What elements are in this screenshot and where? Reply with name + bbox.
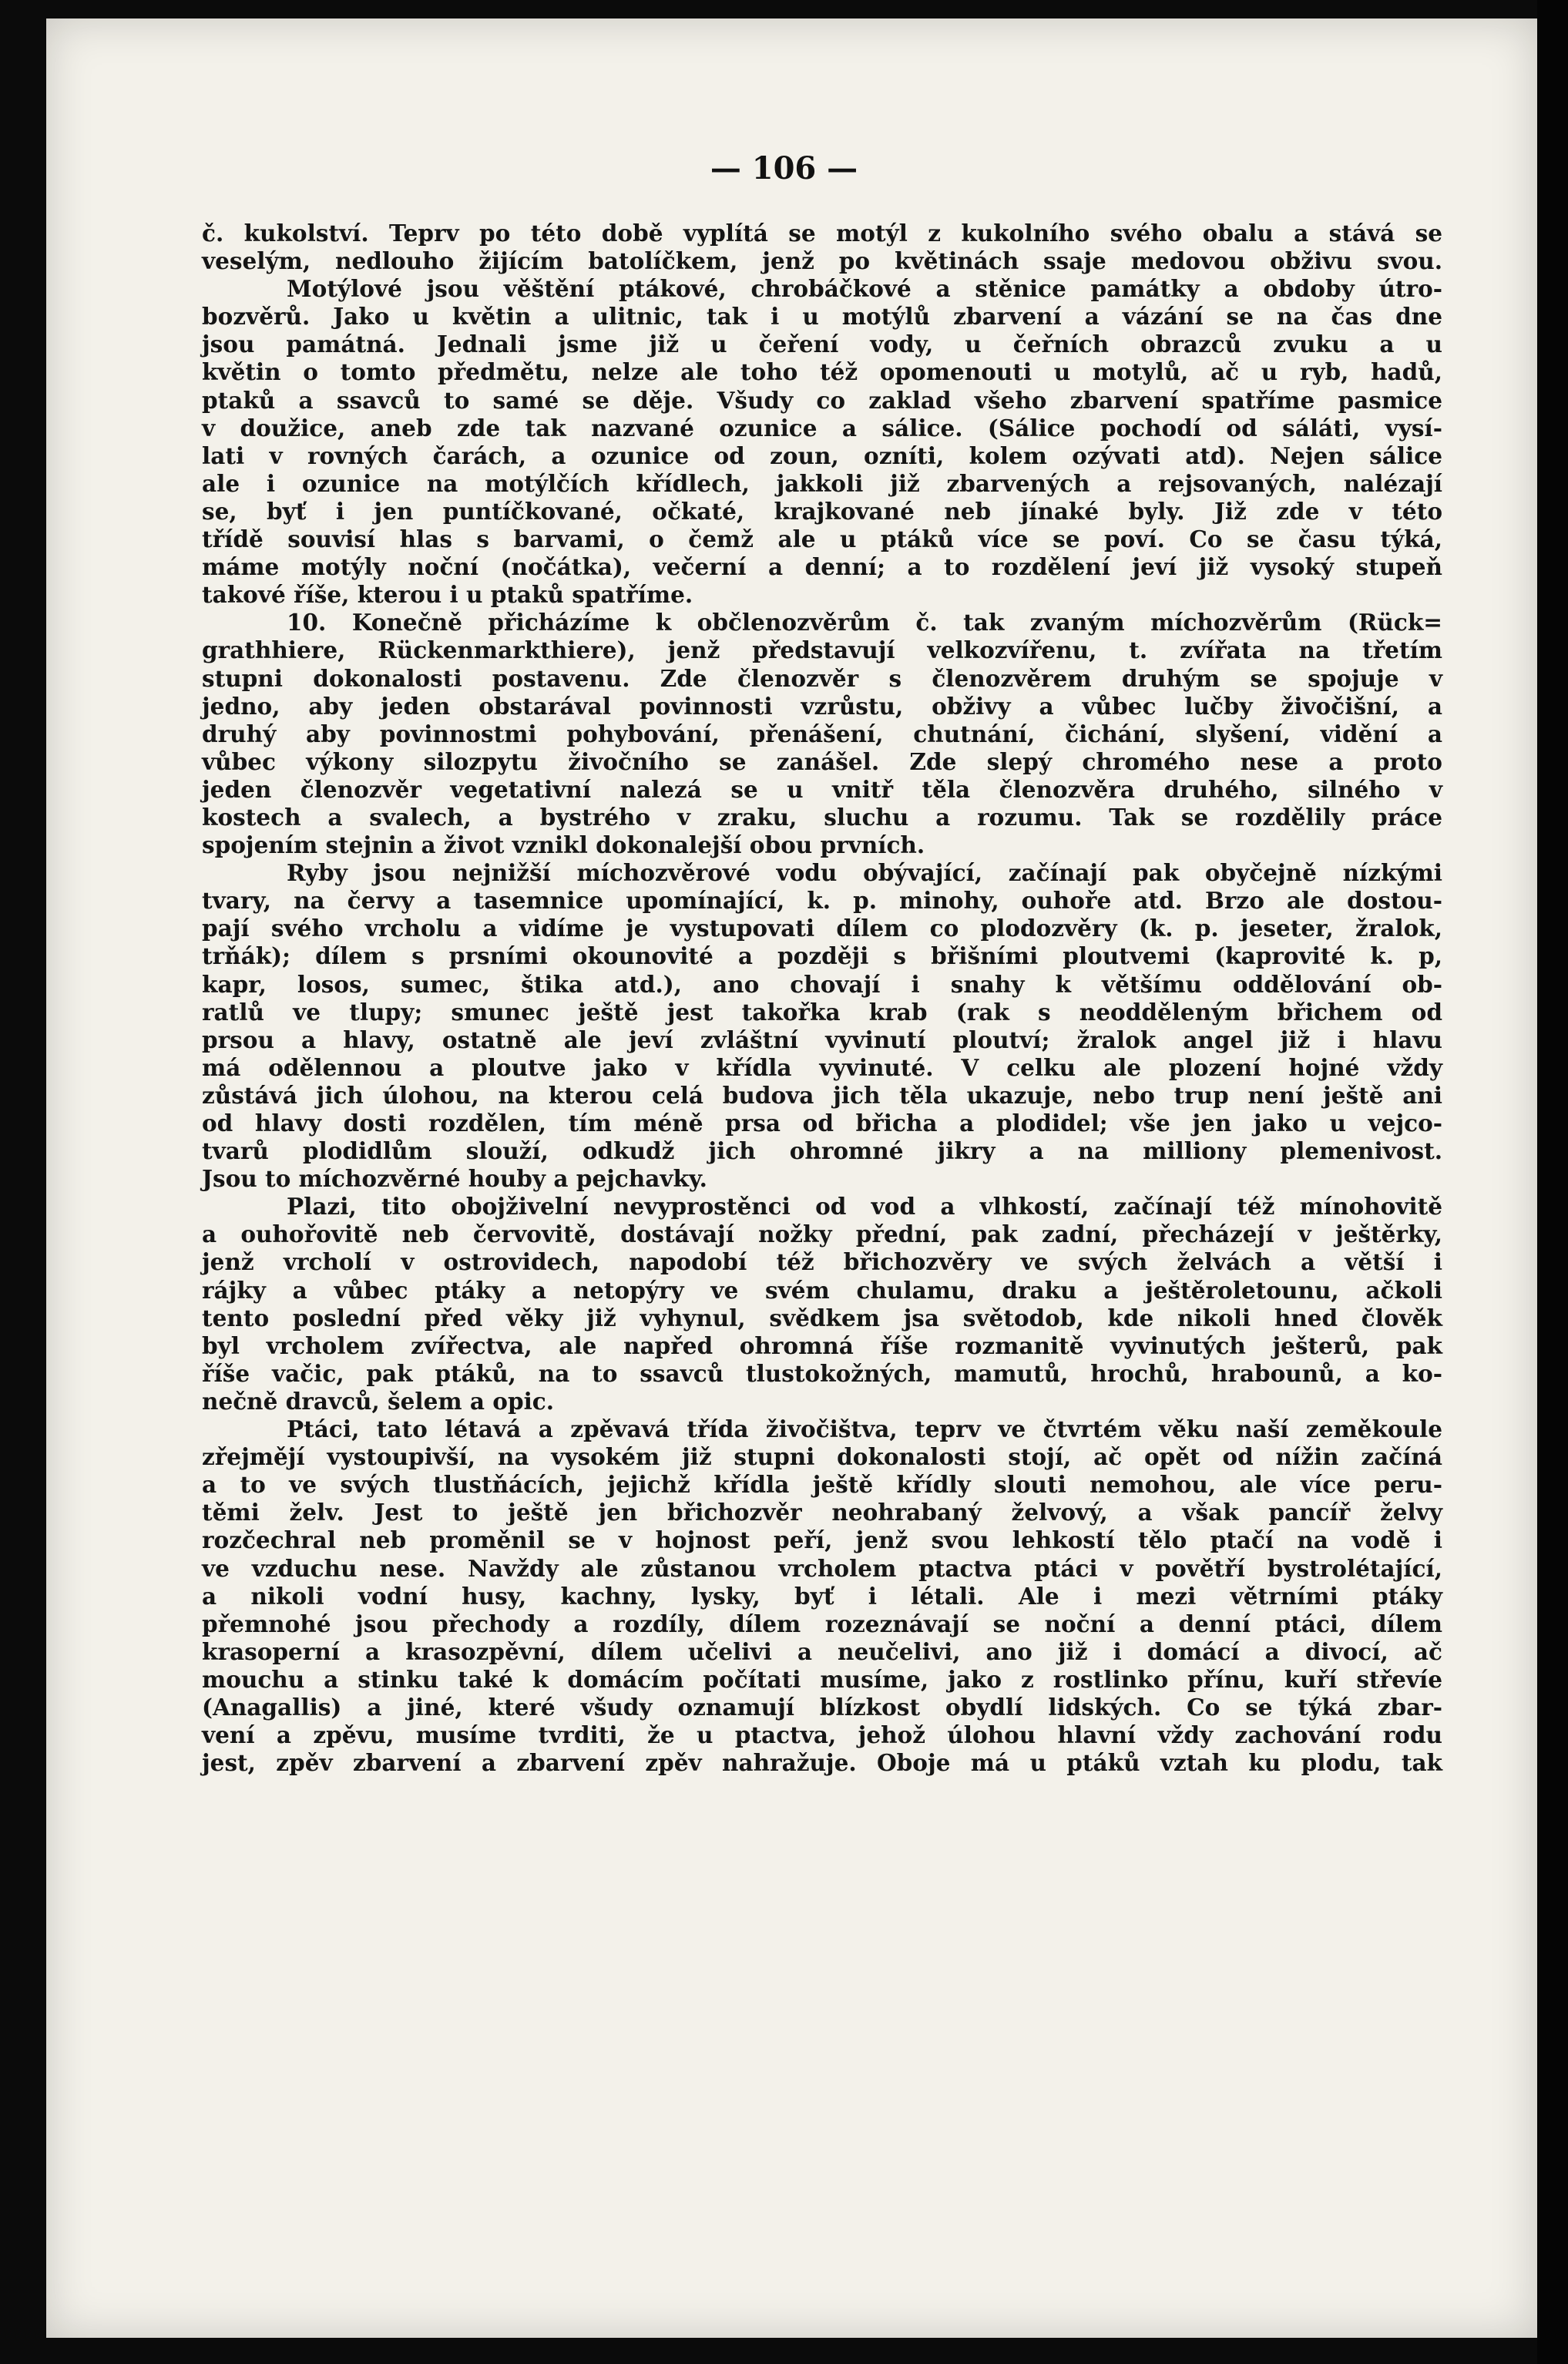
text-line: Motýlové jsou věštění ptákové, chrobáčkové a stěnice památky a obdoby útro- xyxy=(287,275,1442,303)
text-line: druhý aby povinnostmi pohybování, přenášení, chutnání, čichání, slyšení, vidění a xyxy=(202,720,1442,747)
text-line: jenž vrcholí v ostrovidech, napodobí též břichozvěry ve svých želvách a větší i xyxy=(202,1248,1442,1276)
text-line: kapr, losos, sumec, štika atd.), ano chovají i snahy k většímu oddělování ob- xyxy=(202,970,1442,998)
text-line: rájky a vůbec ptáky a netopýry ve svém chulamu, draku a ještěroletounu, ačkoli xyxy=(202,1276,1442,1304)
text-line: veselým, nedlouho žijícím batolíčkem, jenž po květinách ssaje medovou obživu svou. xyxy=(202,247,1442,275)
text-line: Plazi, tito obojživelní nevyprostěnci od vod a vlhkostí, začínají též mínohovitě xyxy=(287,1193,1442,1221)
text-line: v doužice, aneb zde tak nazvané ozunice a sálice. (Sálice pochodí od sáláti, vysí- xyxy=(202,414,1442,442)
text-line: (Anagallis) a jiné, které všudy oznamují blízkost obydlí lidských. Co se týká zbar- xyxy=(202,1693,1442,1721)
text-line: mouchu a stinku také k domácím počítati musíme, jako z rostlinko přínu, kuří střevíe xyxy=(202,1665,1442,1693)
text-line: zůstává jich úlohou, na kterou celá budova jich těla ukazuje, nebo trup není ještě ani xyxy=(202,1081,1442,1109)
text-line: jedno, aby jeden obstarával povinnosti vzrůstu, obživy a vůbec lučby živočišní, a xyxy=(202,692,1442,720)
text-line: jeden členozvěr vegetativní nalezá se u vnitř těla členozvěra druhého, silného v xyxy=(202,775,1442,803)
text-line: od hlavy dosti rozdělen, tím méně prsa od břicha a plodidel; vše jen jako u vejco- xyxy=(202,1110,1442,1137)
text-line: tvary, na červy a tasemnice upomínající, k. p. minohy, ouhoře atd. Brzo ale dostou- xyxy=(202,887,1442,915)
text-line: grathhiere, Rückenmarkthiere), jenž představují velkozvířenu, t. zvířata na třetím xyxy=(202,636,1442,664)
text-line: jsou památná. Jednali jsme již u čeření vody, u čeřních obrazců zvuku a u xyxy=(202,331,1442,358)
text-line: 10. Konečně přicházíme k občlenozvěrům č. tak zvaným míchozvěrům (Rück= xyxy=(287,609,1442,636)
text-line: prsou a hlavy, ostatně ale jeví zvláštní vyvinutí ploutví; žralok angel již i hlavu xyxy=(202,1026,1442,1053)
text-line: kostech a svalech, a bystrého v zraku, sluchu a rozumu. Tak se rozdělily práce xyxy=(202,803,1442,831)
text-line: Ptáci, tato létavá a zpěvavá třída živočištva, teprv ve čtvrtém věku naší zeměkoule xyxy=(287,1415,1442,1443)
text-line: a ouhořovitě neb červovitě, dostávají nožky přední, pak zadní, přecházejí v ještěrky, xyxy=(202,1221,1442,1248)
text-line: rozčechral neb proměnil se v hojnost peří, jenž svou lehkostí tělo ptačí na vodě i xyxy=(202,1526,1442,1554)
text-line: takové říše, kterou i u ptaků spatříme. xyxy=(202,581,693,609)
text-line: pají svého vrcholu a vidíme je vystupovati dílem co plodozvěry (k. p. jeseter, žralok, xyxy=(202,915,1442,942)
text-line: třídě souvisí hlas s barvami, o čemž ale u ptáků více se poví. Co se času týká, xyxy=(202,526,1442,553)
text-line: nečně dravců, šelem a opic. xyxy=(202,1387,555,1415)
text-line: stupni dokonalosti postavenu. Zde členozvěr s členozvěrem druhým se spojuje v xyxy=(202,664,1442,692)
text-line: ptaků a ssavců to samé se děje. Všudy co zaklad všeho zbarvení spatříme pasmice xyxy=(202,386,1442,414)
text-line: ale i ozunice na motýlčích křídlech, jakkoli již zbarvených a rejsovaných, nalézají xyxy=(202,469,1442,497)
text-line: a to ve svých tlustňácích, jejichž křídla ještě křídly slouti nemohou, ale více peru- xyxy=(202,1471,1442,1499)
page-number: — 106 — xyxy=(710,150,858,186)
text-line: má odělennou a ploutve jako v křídla vyvinuté. V celku ale plození hojné vždy xyxy=(202,1053,1442,1081)
text-line: tvarů plodidlům slouží, odkudž jich ohromné jikry a na milliony plemenivost. xyxy=(202,1137,1442,1165)
text-line: ve vzduchu nese. Navždy ale zůstanou vrcholem ptactva ptáci v povětří bystrolétající, xyxy=(202,1554,1442,1582)
text-line: květin o tomto předmětu, nelze ale toho též opomenouti u motylů, ač u ryb, hadů, xyxy=(202,358,1442,386)
text-line: spojením stejnin a život vznikl dokonalejší obou prvních. xyxy=(202,831,925,859)
text-line: byl vrcholem zvířectva, ale napřed ohromná říše rozmanitě vyvinutých ješterů, pak xyxy=(202,1331,1442,1359)
text-line: krasoperní a krasozpěvní, dílem učelivi a neučelivi, ano již i domácí a divocí, ač xyxy=(202,1637,1442,1665)
text-line: tento poslední před věky již vyhynul, svědkem jsa světodob, kde nikoli hned člověk xyxy=(202,1304,1442,1331)
text-line: Jsou to míchozvěrné houby a pejchavky. xyxy=(202,1165,707,1193)
body-text xyxy=(202,220,1442,1777)
text-line: a nikoli vodní husy, kachny, lysky, byť i létali. Ale i mezi větrními ptáky xyxy=(202,1582,1442,1610)
text-line: těmi želv. Jest to ještě jen břichozvěr neohrabaný želvový, a však pancíř želvy xyxy=(202,1499,1442,1526)
text-line: trňák); dílem s prsními okounovité a později s břišními ploutvemi (kaprovité k. p, xyxy=(202,942,1442,970)
text-line: bozvěrů. Jako u květin a ulitnic, tak i u motýlů zbarvení a vázání se na čas dne xyxy=(202,303,1442,331)
text-line: říše vačic, pak ptáků, na to ssavců tlustokožných, mamutů, hrochů, hrabounů, a ko- xyxy=(202,1359,1442,1387)
scan-border xyxy=(1537,0,1568,2364)
text-line: Ryby jsou nejnižší míchozvěrové vodu obývající, začínají pak obyčejně nízkými xyxy=(287,859,1442,887)
text-line: ratlů ve tlupy; smunec ještě jest takořka krab (rak s neodděleným břichem od xyxy=(202,998,1442,1026)
text-line: zřejmějí vystoupivší, na vysokém již stupni dokonalosti stojí, ač opět od nížin začíná xyxy=(202,1443,1442,1471)
text-line: se, byť i jen puntíčkované, očkaté, krajkované neb jínaké byly. Již zde v této xyxy=(202,497,1442,525)
text-line: máme motýly noční (nočátka), večerní a denní; a to rozdělení jeví již vysoký stupeň xyxy=(202,553,1442,581)
text-line: vůbec výkony silozpytu živočního se zanášel. Zde slepý chromého nese a proto xyxy=(202,747,1442,775)
text-line: jest, zpěv zbarvení a zbarvení zpěv nahražuje. Oboje má u ptáků vztah ku plodu, tak xyxy=(202,1749,1442,1777)
text-line: vení a zpěvu, musíme tvrditi, že u ptactva, jehož úlohou hlavní vždy zachování rodu xyxy=(202,1721,1442,1749)
text-line: přemnohé jsou přechody a rozdíly, dílem rozeznávají se noční a denní ptáci, dílem xyxy=(202,1610,1442,1637)
text-line: č. kukolství. Teprv po této době vyplítá se motýl z kukolního svého obalu a stává se xyxy=(202,220,1442,247)
text-line: lati v rovných čarách, a ozunice od zoun, ozníti, kolem ozývati atd). Nejen sálice xyxy=(202,442,1442,469)
